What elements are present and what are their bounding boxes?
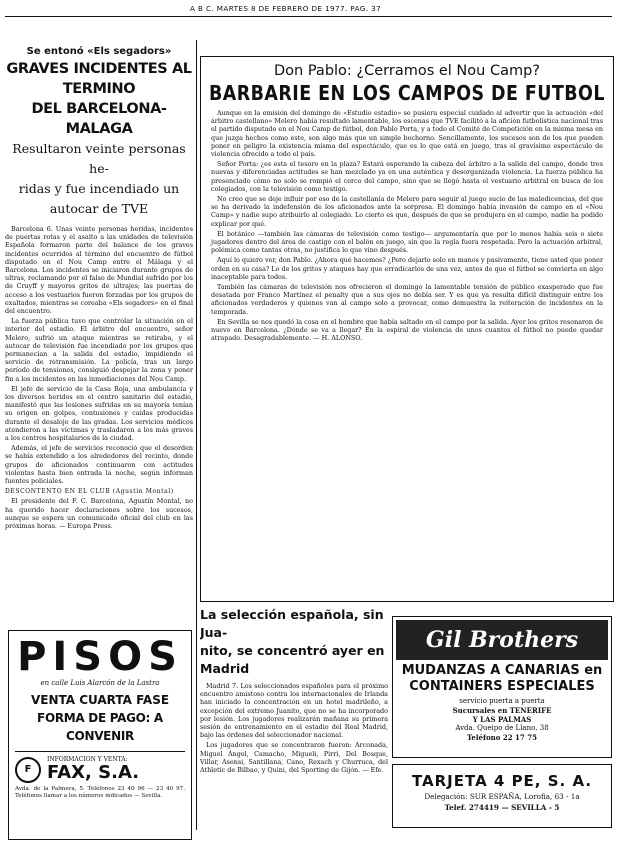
paragraph: Los jugadores que se concentraron fueron: Arconada, Miguel Ángel, Camacho, Migueli, Pirri, Del Bosque, Villar, Asensi, Santillana, Cano, Rexach y Churruca, del Athletic de Bilbao, y Quini, del Sporting de Gijón. — Efe. <box>200 741 388 775</box>
paragraph: El botánico —también las cámaras de televisión como testigo— argumentaría que por lo menos había seis o siete jugadores dentro del área de castigo con el balón en juego, sin que la regla fuera respetada. Pero la actuación arbitral, polémica como tantas otras, no justifica lo que vino después. <box>211 229 603 255</box>
seleccion-headline <box>200 606 388 678</box>
paragraph: No creo que se deje influir por eso de la castellanía de Melero para seguir al juego sucio de las maledicencias, del que se ha derivado la indefensión de los aficionados ante la sorpresa. El domingo había invasión de campo en el «Nou Camp» y nadie supo atribuirlo al colegiado. Lo cierto es que, después de que se produjera en el campo, nadie ha podido explicar por qué. <box>211 195 603 228</box>
seleccion-article <box>200 604 388 836</box>
headline-line: nito, se concentró ayer en Madrid <box>200 643 385 676</box>
subhead-line: autocar de TVE <box>49 201 149 216</box>
mudanzas-line5: Y LAS PALMAS <box>472 715 532 724</box>
signed-line: DESCONTENTO EN EL CLUB (Agustín Montal) <box>5 488 174 496</box>
paragraph: Barcelona 6. Unas veinte personas heridas, incidentes de puertas rotas y el asalto a las unidades de televisión Española formaron parte del balance de los graves incidentes ocurridos al término del encuentro de fútbol disputado en el Nou Camp entre el Málaga y el Barcelona. Los incidentes se iniciaron durante grupos de ultras, reclamando por el falso de Mundial sufrido por los de Cruyff y mayores gritos de ultrajes; las puertas de acceso a los vestuarios fueron forzadas por los grupos de exaltados, mientras se coreaba «Els segadors» en el final del encuentro. <box>5 225 193 316</box>
headline-line: GRAVES INCIDENTES AL TERMINO <box>6 61 192 97</box>
left-column-rule <box>196 40 197 830</box>
paragraph: Además, el jefe de servicios reconoció que el desorden se había extendido a los alrededores del recinto, donde grupos de aficionados continuaron con actitudes violentas hasta bien entrada la noche, según informan fuentes policiales. <box>5 444 193 486</box>
mudanzas-line3: servicio puerta a puerta <box>459 697 545 705</box>
paragraph: La fuerza pública tuvo que controlar la situación en el interior del estadio. El árbitro del encuentro, señor Melero, sufrió un ataque mientras se retiraba, y el autocar de televisión fue incendiado por los grupos que permanecían a la salida del estadio, impidiendo el servicio de retransmisión. La policía, tras un largo período de tensiones, consiguió despejar la zona y poner fin a los incidentes en las inmediaciones del Nou Camp. <box>5 317 193 383</box>
main-body <box>201 109 613 342</box>
headline-line: La selección española, sin Jua- <box>200 607 384 640</box>
tarjeta-ad <box>392 764 612 828</box>
headline-line: DEL BARCELONA-MALAGA <box>31 101 167 137</box>
left-article <box>5 42 193 602</box>
subhead-line: Resultaron veinte personas he- <box>12 141 186 176</box>
pisos-brand: FAX, S.A. <box>47 762 140 783</box>
pisos-small-text: Avda. de la Palmera, 5. Teléfonos 23 40 96 — 23 40 97. Teléfonos llamar a los números indicados — Sevilla. <box>15 786 185 799</box>
pisos-ad <box>8 630 192 840</box>
header-rule <box>5 16 612 17</box>
paragraph: Señor Porta: ¿es esta el tesoro en la plaza? Estará esperando la cabeza del árbitro a la salida del campo, donde tres nuevas y diferenciadas actitudes se han mezclado ya en una auténtica y desorganizada violencia. La fuerza pública ha presenciado cómo no solo se rompió el cerco del campo, sino que se llegó hasta el vestuario arbitral en busca de los colegiados, con la televisión como testigo. <box>211 160 603 193</box>
paragraph: Aunque en la emisión del domingo de «Estudio estadio» se pusiera especial cuidado al advertir que la actuación «del árbitro castellano» Melero había resultado lamentable, los escenas que TVE facilitó a la afición futbolística nacional tras el partido disputado en el Nou Camp de fútbol, don Pablo Porta, y a todo el Comité de Competición en la misma mesa en que juzga hechos como este, son algo más que un simple bochorno. Sencillamente, los sucesos son de los que pueden poner en peligro la existencia misma del espectáculo, que es lo que está en juego, tras el gravísimo espectáculo de violencia ofrecido a todo el país. <box>211 109 603 159</box>
tarjeta-line1: Delegación: SUR ESPAÑA, Lorofia, 63 - 1a <box>424 792 580 801</box>
pisos-address: en calle Luis Alarcón de la Lastra <box>40 679 160 687</box>
mudanzas-logo-banner <box>396 620 608 660</box>
main-article <box>200 56 614 602</box>
tarjeta-title: TARJETA 4 PE, S. A. <box>411 772 593 790</box>
mudanzas-line2: CONTAINERS ESPECIALES <box>409 679 595 694</box>
mudanzas-brand: Gil Brothers <box>425 627 579 653</box>
mudanzas-line6: Avda. Queipo de Llano, 38 <box>455 724 549 732</box>
pisos-payment: FORMA DE PAGO: A CONVENIR <box>37 711 163 743</box>
left-headline <box>5 59 193 139</box>
main-headline: BARBARIE EN LOS CAMPOS DE FUTBOL <box>209 81 605 105</box>
page-header: A B C. MARTES 8 DE FEBRERO DE 1977. PAG. 37 <box>190 4 382 13</box>
mudanzas-line7: Teléfono 22 17 75 <box>467 733 537 742</box>
pisos-title: PISOS <box>17 634 183 680</box>
paragraph: El jefe de servicio de la Casa Roja, una ambulancia y los diversos heridos en el centro sanitario del estadio, manifestó que las lesiones sufridas en su mayoría tenían su origen en golpes, contusiones y caídas producidas durante el desalojo de las gradas. Los servicios médicos atendieron a las víctimas y trasladaron a los más graves a los centros hospitalarios de la ciudad. <box>5 384 193 443</box>
paragraph: Madrid 7. Los seleccionados españoles para el próximo encuentro amistoso contra los internacionales de Irlanda han iniciado la concentración en un hotel madrileño, a excepción del extremo Juanito, que no se ha incorporado por lesión. Los jugadores realizarán mañana su primera sesión de entrenamiento en el estadio del Real Madrid, bajo las órdenes del seleccionador nacional. <box>200 682 388 740</box>
pisos-info-label: INFORMACION Y VENTA: <box>47 756 128 763</box>
pisos-phase: VENTA CUARTA FASE <box>30 693 170 707</box>
fax-logo-icon: F <box>15 757 41 783</box>
kicker: Se entonó «Els segadors» <box>26 46 172 57</box>
mudanzas-ad <box>392 616 612 758</box>
paragraph: También las cámaras de televisión nos ofrecieron el domingo la lamentable tensión de público exasperado que fue desatada por Franco Martínez el penalty que a sus ojos no debía ser. Y es que ya resulta difícil distinguir entre los aficionados verdaderos y quienes van al campo solo a provocar, como demuestra la reiteración de incidentes en la temporada. <box>211 283 603 316</box>
mudanzas-line4: Sucursales en TENERIFE <box>452 706 552 715</box>
paragraph: Aquí lo quiero ver, don Pablo. ¿Ahora qué hacemos? ¿Pero dejarlo solo en manos y pasivamente, tiene usted que poner orden en su casa? Lo de los gritos y ataques hay que erradicarlos de una vez, antes de que el fútbol se convierta en algo inaceptable para todos. <box>211 256 603 281</box>
paragraph: En Sevilla se nos quedó la cosa en el hombre que había saltado en el campo por la salida. Ayer los gritos resonaron de nuevo en Barcelona. ¿Dónde se va a llegar? En la espiral de violencia de unos cuantos el fútbol no puede quedar atrapado. Desagradablemente. — H. ALONSO. <box>211 317 603 343</box>
paragraph: El presidente del F. C. Barcelona, Agustín Montal, no ha querido hacer declaraciones sobre los sucesos, aunque se espera un comunicado oficial del club en las próximas horas. — Europa Press. <box>5 497 193 530</box>
main-kicker: Don Pablo: ¿Cerramos el Nou Camp? <box>274 63 540 79</box>
left-subhead <box>5 139 193 219</box>
subhead-line: ridas y fue incendiado un <box>18 181 180 196</box>
tarjeta-line2: Telef. 274419 — SEVILLA - 5 <box>444 803 560 812</box>
mudanzas-line1: MUDANZAS A CANARIAS en <box>401 663 603 678</box>
